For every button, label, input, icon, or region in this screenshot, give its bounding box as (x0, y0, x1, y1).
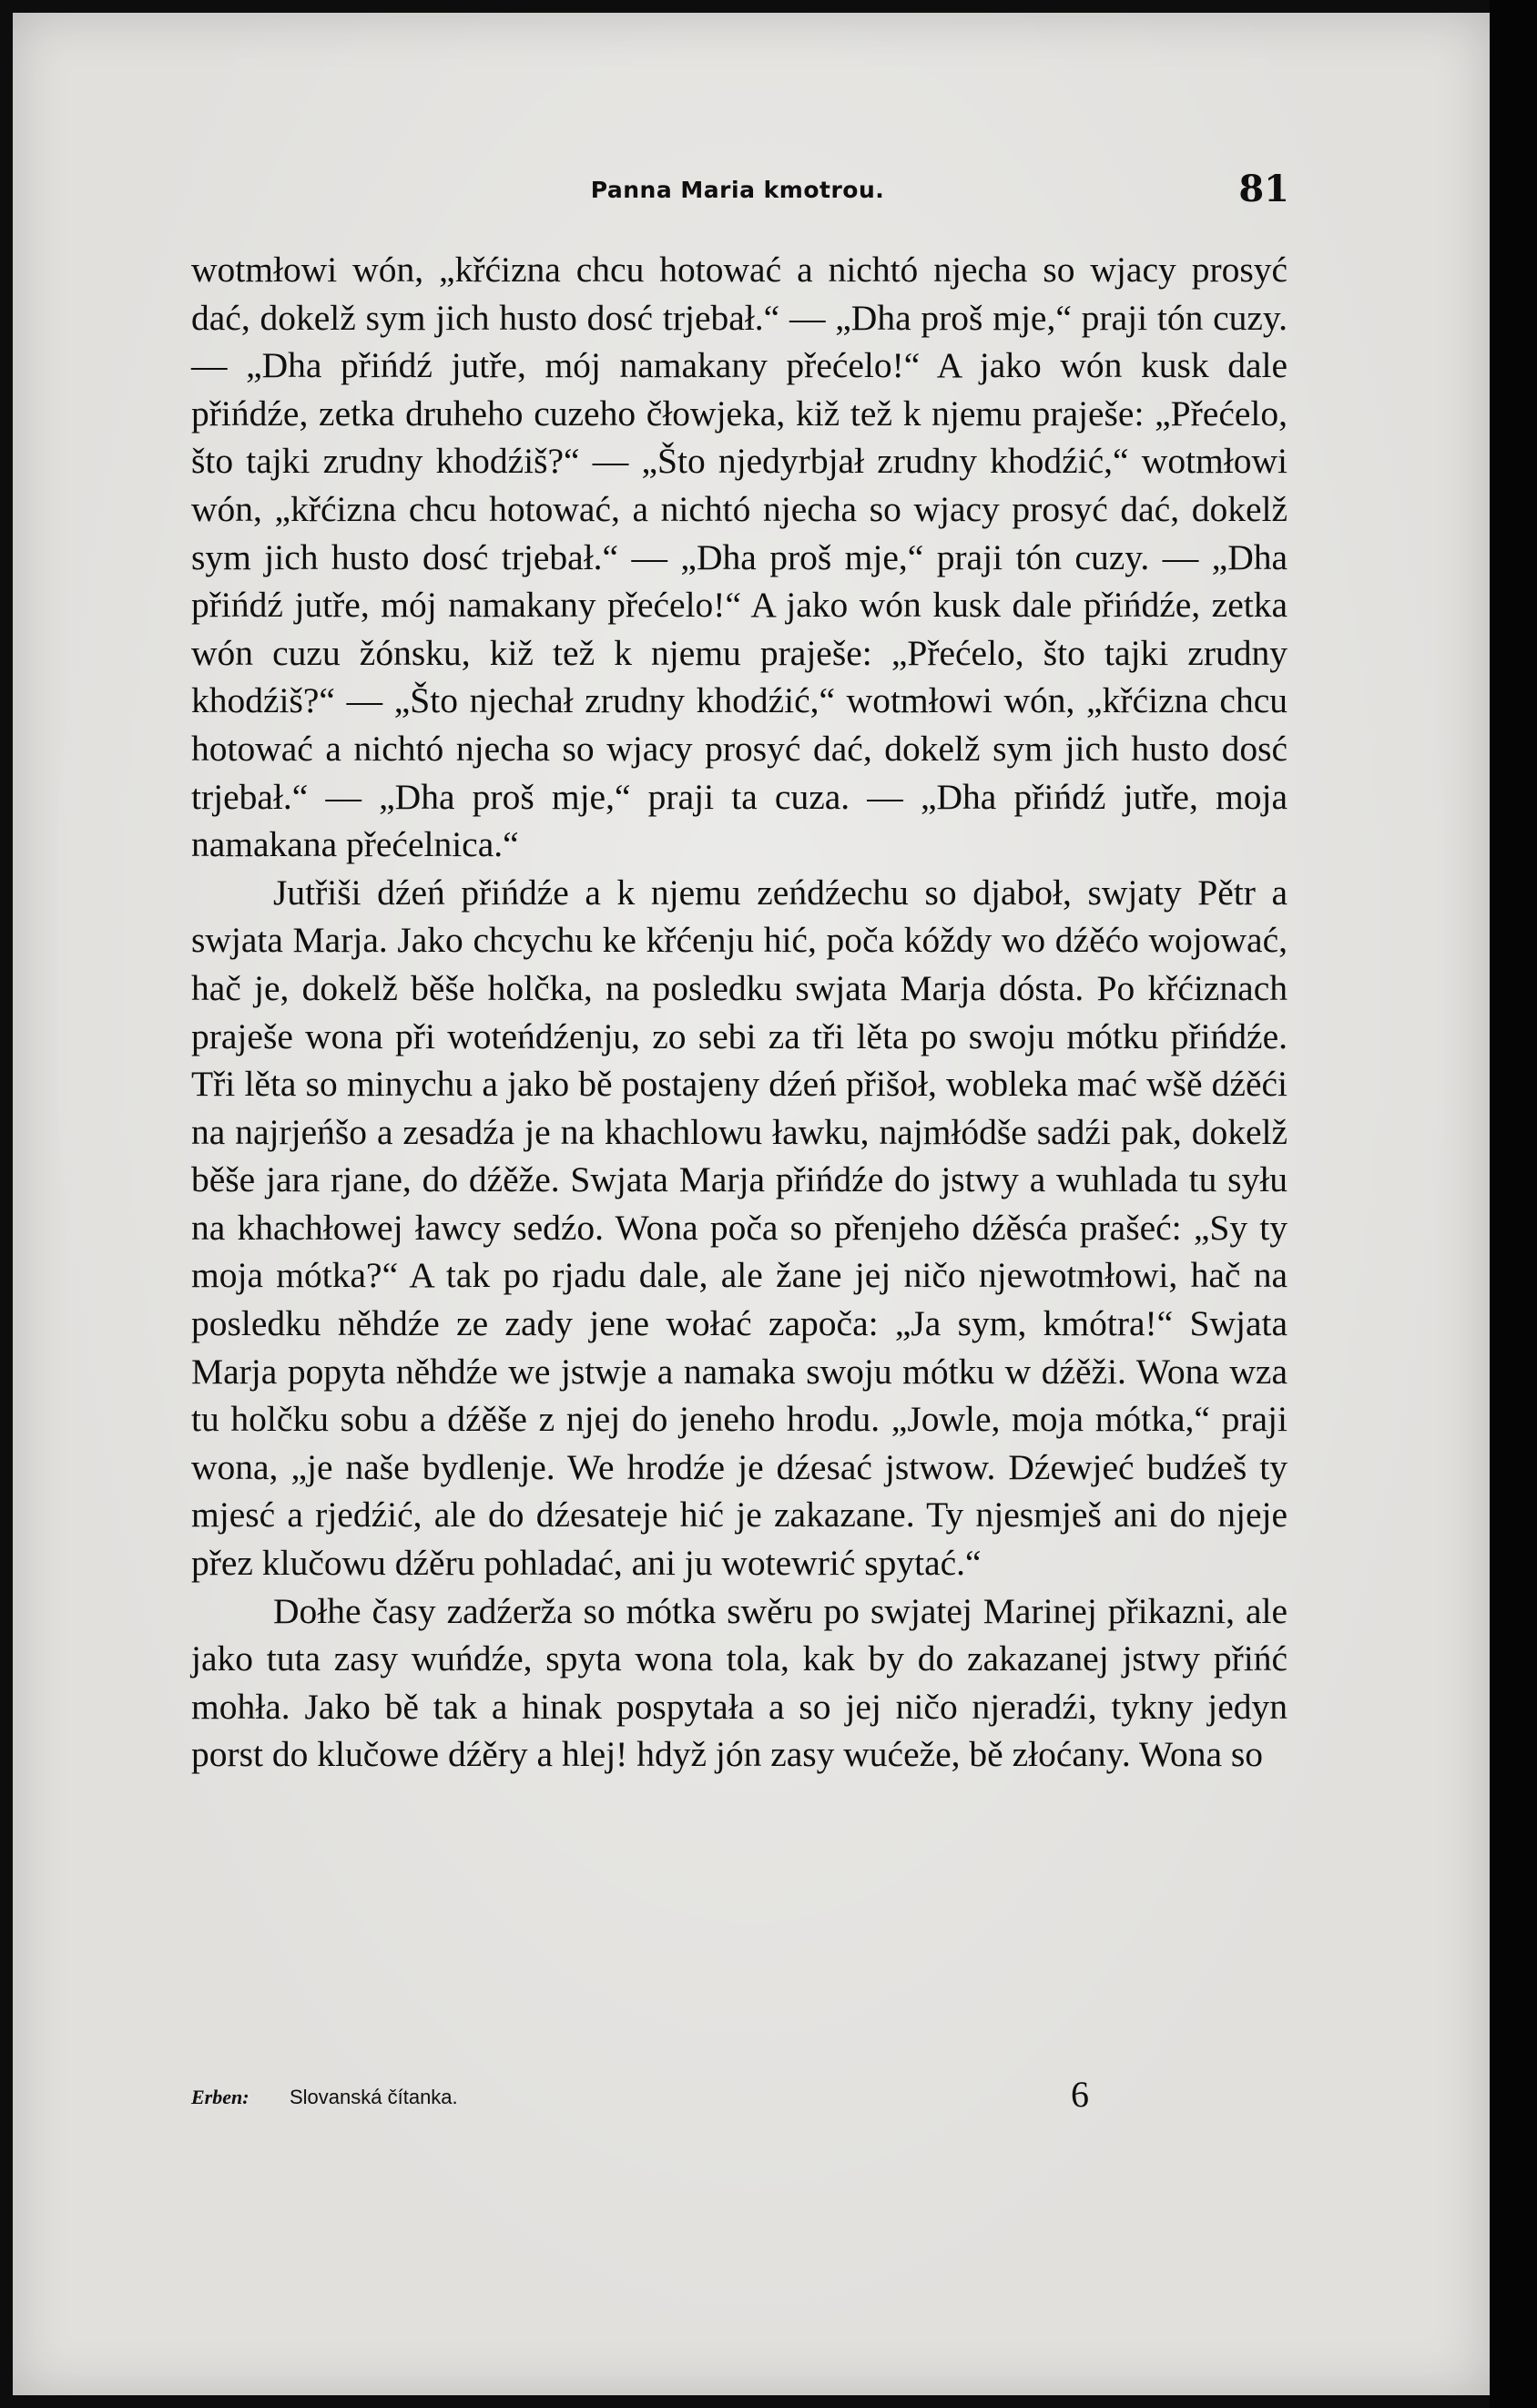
scan-edge (1490, 0, 1537, 2408)
text-body (191, 246, 1288, 1779)
running-header (186, 168, 1289, 222)
page-number: 81 (1238, 168, 1289, 210)
paragraph: wotmłowi wón, „křćizna chcu hotować a nichtó njecha so wjacy prosyć dać, dokelž sym jich husto dosć trjebał.“ — „Dha proš mje,“ praji tón cuzy. — „Dha přińdź jutře, mój namakany přećelo!“ A jako wón kusk dale přińdźe, zetka druheho cuzeho čłowjeka, kiž tež k njemu praješe: „Přećelo, što tajki zrudny khodźiš?“ — „Što njedyrbjał zrudny khodźić,“ wotmłowi wón, „křćizna chcu hotować, a nichtó njecha so wjacy prosyć dać, dokelž sym jich husto dosć trjebał.“ — „Dha proš mje,“ praji tón cuzy. — „Dha přińdź jutře, mój namakany přećelo!“ A jako wón kusk dale přińdźe, zetka wón cuzu žónsku, kiž tež k njemu praješe: „Přećelo, što tajki zrudny khodźiš?“ — „Što njechał zrudny khodźić,“ wotmłowi wón, „křćizna chcu hotować a nichtó njecha so wjacy prosyć dać, dokelž sym jich husto dosć trjebał.“ — „Dha proš mje,“ praji ta cuza. — „Dha přińdź jutře, moja namakana přećelnica.“ (191, 250, 1288, 865)
footer-author: Erben: (191, 2086, 249, 2108)
footer-title: Slovanská čítanka. (290, 2086, 458, 2108)
book-page (13, 13, 1490, 2395)
page-footer (191, 2073, 1288, 2118)
paragraph: Jutřiši dźeń přińdźe a k njemu zeńdźechu so djaboł, swjaty Pětr a swjata Marja. Jako chcychu ke křćenju hić, poča kóždy wo dźěćo wojować, hač je, dokelž běše holčka, na posledku swjata Marja dósta. Po křćiznach praješe wona při woteńdźenju, zo sebi za tři lěta po swoju mótku přińdźe. Tři lěta so minychu a jako bě postajeny dźeń přišoł, wobleka mać wšě dźěći na najrjeńšo a zesadźa je na khachlowu ławku, najmłódše sadźi pak, dokelž běše jara rjane, do dźěže. Swjata Marja přińdźe do jstwy a wuhlada tu syłu na khachłowej ławcy sedźo. Wona poča so přenjeho dźěsća prašeć: „Sy ty moja mótka?“ A tak po rjadu dale, ale žane jej ničo njewotmłowi, hač na posledku něhdźe ze zady jene wołać započa: „Ja sym, kmótra!“ Swjata Marja popyta něhdźe we jstwje a namaka swoju mótku w dźěži. Wona wza tu holčku sobu a dźěše z njej do jeneho hrodu. „Jowle, moja mótka,“ praji wona, „je naše bydlenje. We hrodźe je dźesać jstwow. Dźewjeć budźeš ty mjesć a rjedźić, ale do dźesateje hić je zakazane. Ty njesmješ ani do njeje přez klučowu dźěru pohladać, ani ju wotewrić spytać.“ (191, 872, 1288, 1584)
paragraph: Dołhe časy zadźerža so mótka swěru po swjatej Marinej přikazni, ale jako tuta zasy wuńdźe, spyta wona tola, kak by do zakazanej jstwy přińć mohła. Jako bě tak a hinak pospytała a so jej ničo njeradźi, tykny jedyn porst do klučowe dźěry a hlej! hdyž jón zasy wućeže, bě złoćany. Wona so (191, 1590, 1288, 1775)
signature-mark: 6 (1071, 2074, 1089, 2115)
running-title: Panna Maria kmotrou. (590, 177, 885, 203)
